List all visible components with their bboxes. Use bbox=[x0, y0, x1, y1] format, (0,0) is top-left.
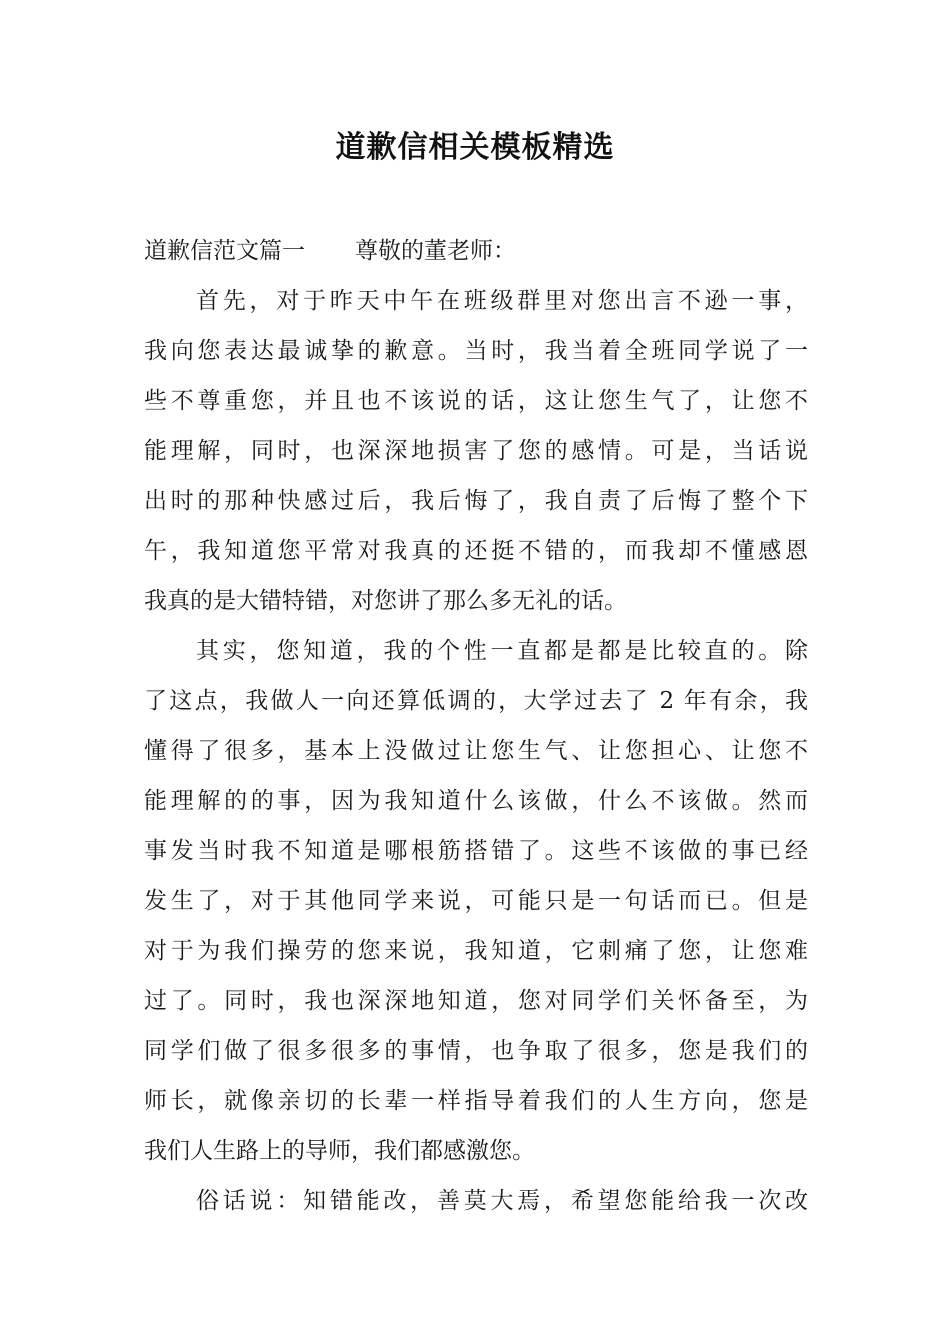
paragraph-1-line-3: 些不尊重您，并且也不该说的话，这让您生气了，让您不 bbox=[144, 388, 808, 414]
paragraph-2-line-10: 师长，就像亲切的长辈一样指导着我们的人生方向，您是 bbox=[144, 1088, 808, 1114]
paragraph-2-line-3: 懂得了很多，基本上没做过让您生气、让您担心、让您不 bbox=[144, 738, 808, 764]
paragraph-2-line-8: 过了。同时，我也深深地知道，您对同学们关怀备至，为 bbox=[144, 988, 808, 1014]
paragraph-1-line-7: 我真的是大错特错，对您讲了那么多无礼的话。 bbox=[144, 588, 627, 614]
paragraph-2-line-5: 事发当时我不知道是哪根筋搭错了。这些不该做的事已经 bbox=[144, 838, 808, 864]
paragraph-2-line-6: 发生了，对于其他同学来说，可能只是一句话而已。但是 bbox=[144, 888, 808, 914]
paragraph-2-line-2: 了这点，我做人一向还算低调的，大学过去了 2 年有余，我 bbox=[144, 688, 808, 714]
document-title: 道歉信相关模板精选 bbox=[335, 130, 615, 165]
paragraph-1-line-1: 首先，对于昨天中午在班级群里对您出言不逊一事， bbox=[196, 288, 808, 314]
paragraph-1-line-2: 我向您表达最诚挚的歉意。当时，我当着全班同学说了一 bbox=[144, 338, 808, 364]
paragraph-2-line-9: 同学们做了很多很多的事情，也争取了很多，您是我们的 bbox=[144, 1038, 808, 1064]
salutation: 尊敬的董老师： bbox=[355, 238, 516, 264]
paragraph-2-line-4: 能理解的的事，因为我知道什么该做，什么不该做。然而 bbox=[144, 788, 808, 814]
paragraph-3-line-1: 俗话说：知错能改，善莫大焉，希望您能给我一次改 bbox=[196, 1188, 808, 1214]
paragraph-2-line-11: 我们人生路上的导师，我们都感激您。 bbox=[144, 1138, 535, 1164]
opening-line bbox=[144, 226, 808, 276]
paragraph-2-line-1: 其实，您知道，我的个性一直都是都是比较直的。除 bbox=[196, 638, 808, 664]
paragraph-1-line-6: 午，我知道您平常对我真的还挺不错的，而我却不懂感恩 bbox=[144, 538, 808, 564]
section-label: 道歉信范文篇一 bbox=[144, 238, 305, 264]
letter-body bbox=[144, 226, 808, 1226]
paragraph-1-line-5: 出时的那种快感过后，我后悔了，我自责了后悔了整个下 bbox=[144, 488, 808, 514]
paragraph-2-line-7: 对于为我们操劳的您来说，我知道，它刺痛了您，让您难 bbox=[144, 938, 808, 964]
paragraph-1-line-4: 能理解，同时，也深深地损害了您的感情。可是，当话说 bbox=[144, 438, 808, 464]
